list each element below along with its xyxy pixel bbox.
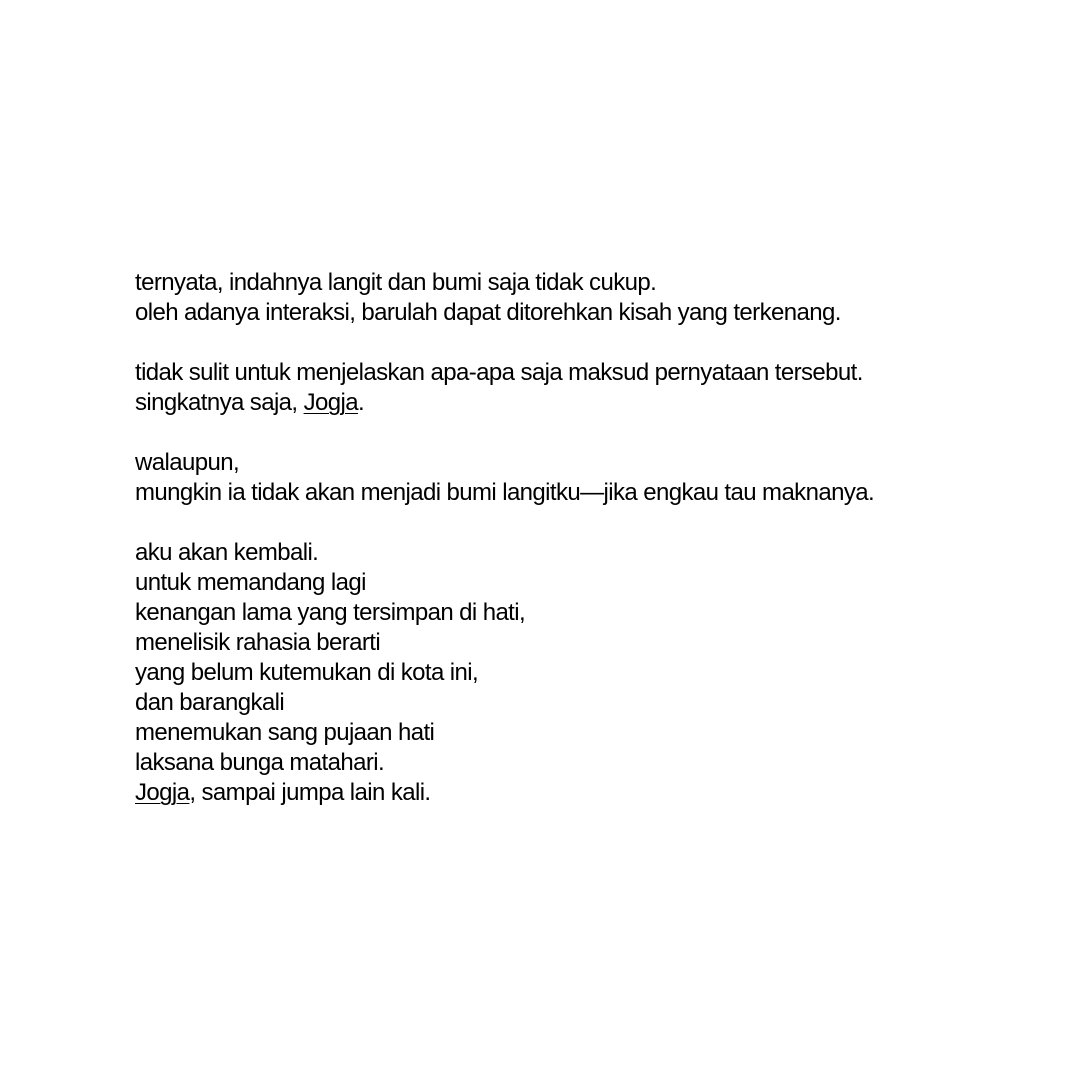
poem-line: menemukan sang pujaan hati <box>135 719 435 746</box>
poem-text: , sampai jumpa lain kali. <box>189 779 431 806</box>
poem-line: dan barangkali <box>135 689 285 716</box>
poem-line: menelisik rahasia berarti <box>135 629 381 656</box>
poem-line: oleh adanya interaksi, barulah dapat ditorehkan kisah yang terkenang. <box>135 299 841 326</box>
stanza-2 <box>135 358 1035 418</box>
jogja-link[interactable]: Jogja <box>303 389 358 416</box>
poem-line <box>135 388 1035 418</box>
stanza-1 <box>135 268 1035 328</box>
poem-line: yang belum kutemukan di kota ini, <box>135 659 479 686</box>
poem-line: ternyata, indahnya langit dan bumi saja tidak cukup. <box>135 269 657 296</box>
stanza-3 <box>135 448 1035 508</box>
poem-line: mungkin ia tidak akan menjadi bumi langitku—jika engkau tau maknanya. <box>135 479 875 506</box>
poem-line: untuk memandang lagi <box>135 569 366 596</box>
jogja-link[interactable]: Jogja <box>135 779 190 806</box>
poem-line: aku akan kembali. <box>135 539 319 566</box>
poem-line: tidak sulit untuk menjelaskan apa-apa saja maksud pernyataan tersebut. <box>135 359 863 386</box>
poem-text: . <box>357 389 365 416</box>
poem-text: singkatnya saja, <box>135 389 304 416</box>
poem-line: kenangan lama yang tersimpan di hati, <box>135 599 526 626</box>
stanza-4 <box>135 538 1035 808</box>
poem-line: laksana bunga matahari. <box>135 749 385 776</box>
poem-line <box>135 778 1035 808</box>
poem <box>135 268 1035 808</box>
poem-line: walaupun, <box>135 449 240 476</box>
